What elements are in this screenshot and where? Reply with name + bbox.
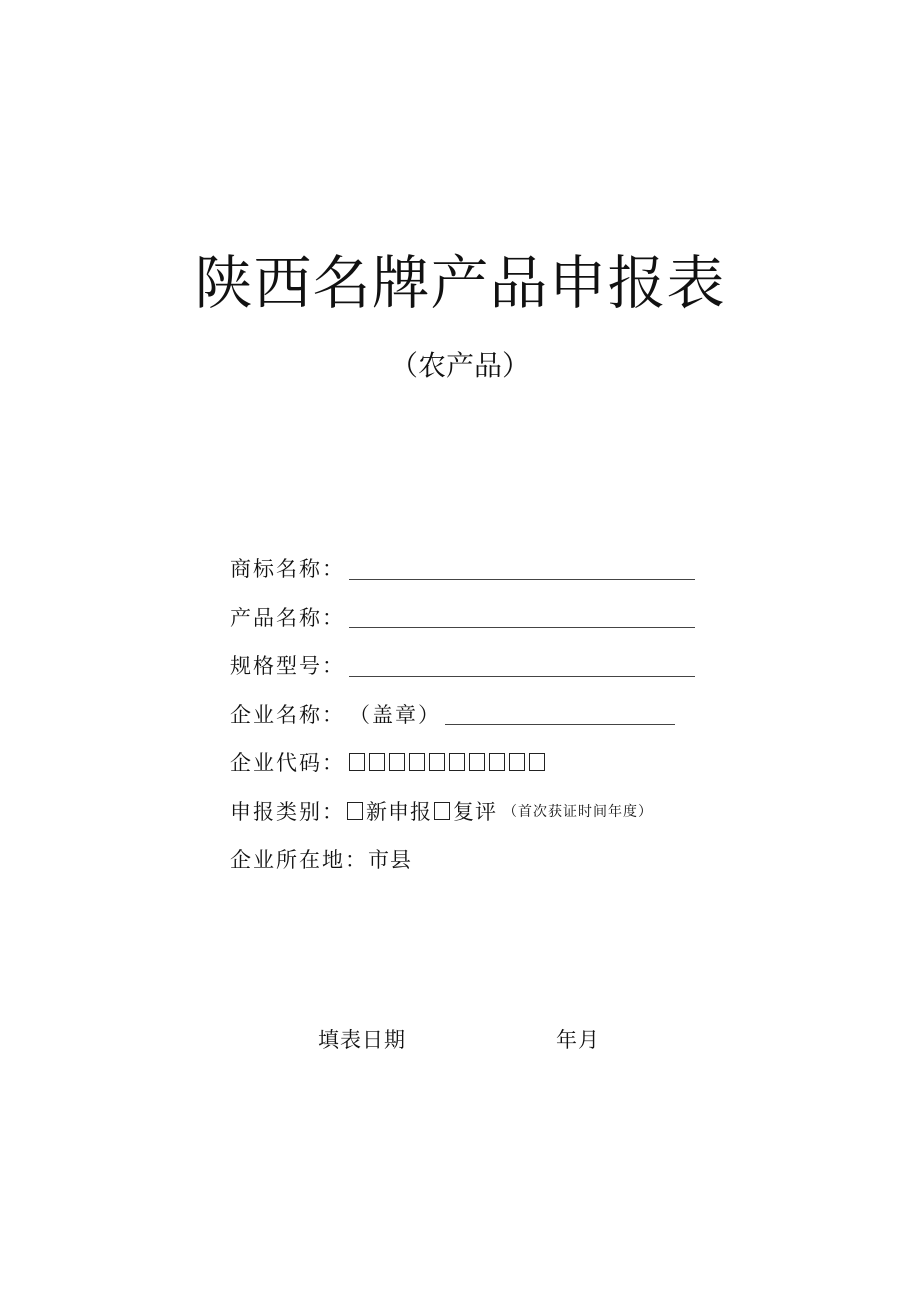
product-label: 产品名称：: [230, 605, 345, 630]
seal-note: （盖章）: [349, 702, 441, 727]
review-note: （首次获证时间年度）: [503, 803, 653, 820]
page-title: 陕西名牌产品申报表: [194, 249, 726, 317]
new-application-label: 新申报: [366, 799, 432, 824]
category-row: [230, 787, 730, 836]
spec-label: 规格型号：: [230, 654, 345, 679]
trademark-row: [230, 544, 730, 593]
trademark-field[interactable]: [349, 557, 695, 580]
code-box[interactable]: [389, 753, 405, 771]
code-label: 企业代码：: [230, 751, 345, 776]
application-form: [230, 544, 730, 884]
code-box[interactable]: [409, 753, 425, 771]
code-box[interactable]: [349, 753, 365, 771]
product-row: [230, 593, 730, 642]
year-month-label: 年月: [556, 1028, 600, 1052]
code-boxes: [349, 753, 549, 771]
category-label: 申报类别：: [230, 799, 345, 824]
spec-field[interactable]: [349, 654, 695, 677]
location-value: 市县: [368, 848, 412, 873]
product-field[interactable]: [349, 605, 695, 628]
code-box[interactable]: [369, 753, 385, 771]
code-row: [230, 738, 730, 787]
code-box[interactable]: [489, 753, 505, 771]
code-box[interactable]: [509, 753, 525, 771]
company-field[interactable]: [445, 702, 675, 725]
location-row: [230, 835, 730, 884]
code-box[interactable]: [429, 753, 445, 771]
code-box[interactable]: [529, 753, 545, 771]
location-label: 企业所在地：: [230, 848, 368, 873]
review-label: 复评: [453, 799, 497, 824]
company-label: 企业名称：: [230, 702, 345, 727]
review-checkbox[interactable]: [434, 802, 450, 820]
company-row: [230, 690, 730, 739]
code-box[interactable]: [469, 753, 485, 771]
spec-row: [230, 641, 730, 690]
new-application-checkbox[interactable]: [347, 802, 363, 820]
trademark-label: 商标名称：: [230, 557, 345, 582]
fill-date-label: 填表日期: [318, 1028, 406, 1052]
page-subtitle: （农产品）: [389, 349, 530, 382]
code-box[interactable]: [449, 753, 465, 771]
